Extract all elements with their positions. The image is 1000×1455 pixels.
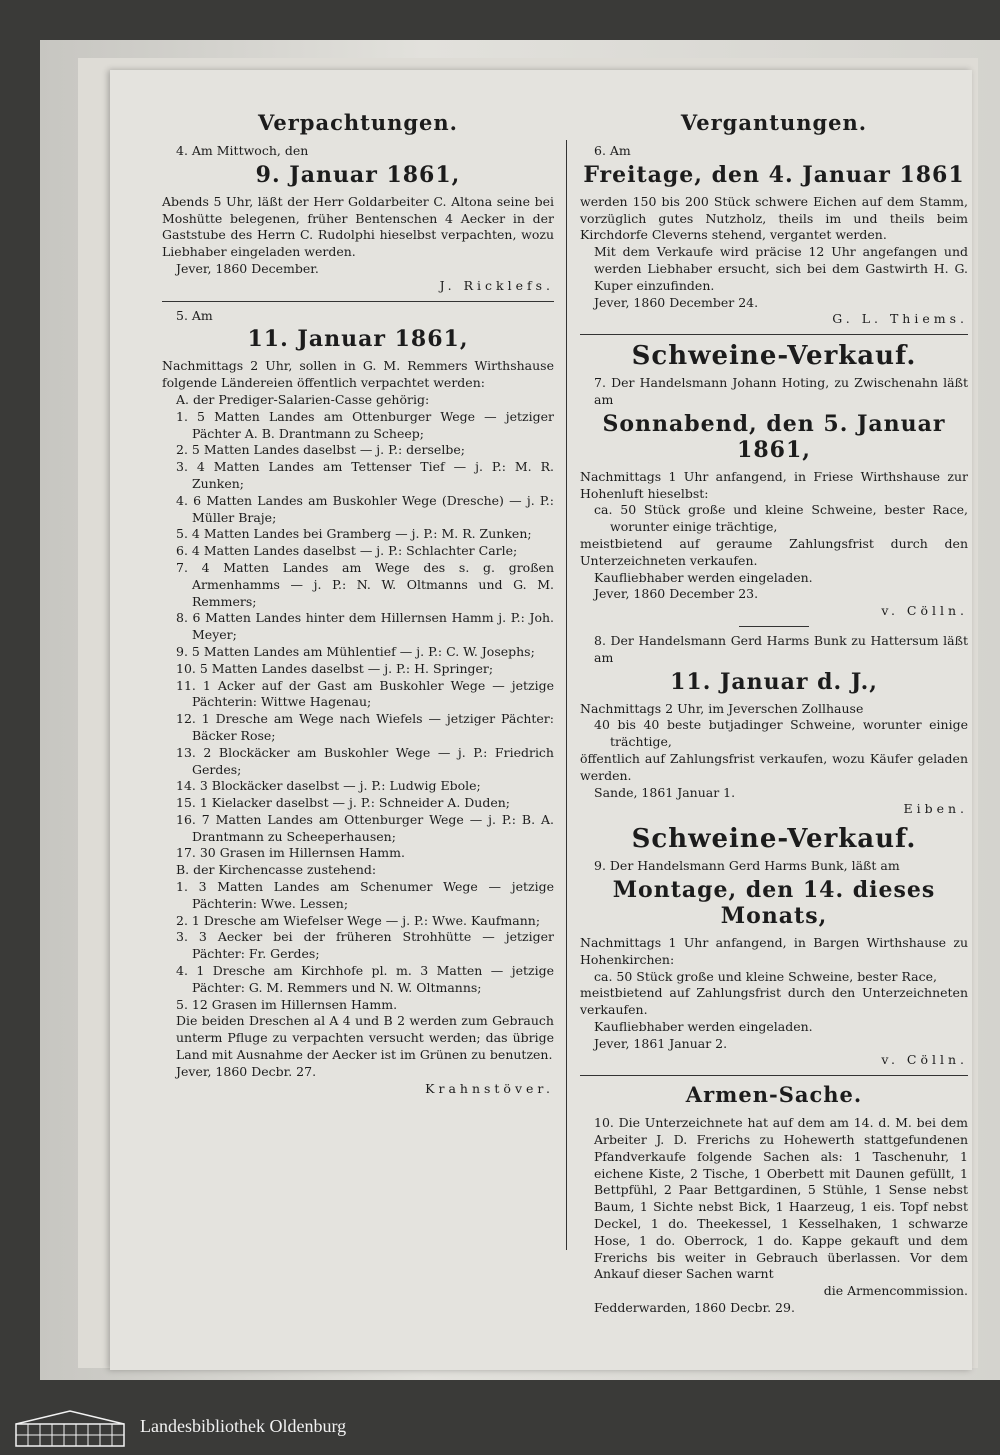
ad9-signature: v. Cölln. xyxy=(881,1052,968,1068)
ad5-item-a: 12. 1 Dresche am Wege nach Wiefels — jetziger Pächter: Bäcker Rose; xyxy=(176,711,554,743)
separator xyxy=(580,1075,968,1076)
ad7-intro: 7. Der Handelsmann Johann Hoting, zu Zwischenahn läßt am xyxy=(594,375,968,407)
ad5-item-a: 17. 30 Grasen im Hillernsen Hamm. xyxy=(176,845,405,861)
ad5-item-a: 2. 5 Matten Landes daselbst — j. P.: derselbe; xyxy=(176,442,465,458)
ad5-item-a: 8. 6 Matten Landes hinter dem Hillernsen Hamm j. P.: Joh. Meyer; xyxy=(176,610,554,643)
newspaper-page xyxy=(110,70,972,1370)
ad5-item-b: 1. 3 Matten Landes am Schenumer Wege — jetzige Pächterin: Wwe. Lessen; xyxy=(176,879,554,911)
ad5-body: Nachmittags 2 Uhr, sollen in G. M. Remmers Wirthshause folgende Ländereien öffentlich verpachtet werden: xyxy=(162,358,554,391)
ad5-item-b: 3. 3 Aecker bei der früheren Strohhütte — jetziger Pächter: Fr. Gerdes; xyxy=(176,929,554,962)
section-heading-vergantungen: Vergantungen. xyxy=(680,110,868,135)
ad7-date: Sonnabend, den 5. Januar 1861, xyxy=(602,410,946,463)
ad5-item-a: 15. 1 Kielacker daselbst — j. P.: Schneider A. Duden; xyxy=(176,795,511,811)
ad10-signature: die Armencommission. xyxy=(823,1283,968,1299)
separator xyxy=(580,334,968,335)
ad5-item-a: 11. 1 Acker auf der Gast am Buskohler Wege — jetzige Pächterin: Wittwe Hagenau; xyxy=(176,677,554,710)
ad6-signature: G. L. Thiems. xyxy=(832,311,968,327)
ad7-signature: v. Cölln. xyxy=(881,603,968,619)
ad9-date: Montage, den 14. dieses Monats, xyxy=(612,876,936,929)
ad5-date: 11. Januar 1861, xyxy=(247,326,469,353)
ad8-body: Nachmittags 2 Uhr, im Jeverschen Zollhause xyxy=(580,700,864,716)
ad5-item-a: 4. 6 Matten Landes am Buskohler Wege (Dresche) — j. P.: Müller Braje; xyxy=(176,492,554,525)
ad5-item-a: 7. 4 Matten Landes am Wege des s. g. großen Armenhamms — j. P.: N. W. Oltmanns und G. M. Remmers; xyxy=(176,559,554,609)
ad9-goods: ca. 50 Stück große und kleine Schweine, bester Race, xyxy=(594,968,937,984)
section-heading-verpachtungen: Verpachtungen. xyxy=(258,110,458,135)
ad6-body: werden 150 bis 200 Stück schwere Eichen auf dem Stamm, vorzüglich gutes Nutzholz, theils im und theils beim Kirchdorfe Cleverns stehend, vergantet werden. xyxy=(580,193,968,243)
ad4-body: Abends 5 Uhr, läßt der Herr Goldarbeiter C. Altona seine bei Moshütte belegenen, früher Bentenschen 4 Aecker in der Gaststube des Herrn C. Rudolphi hieselbst verpachten, wozu Liebhaber eingeladen werden. xyxy=(162,193,554,260)
ad5-group-b: B. der Kirchencasse zustehend: xyxy=(176,862,377,878)
separator xyxy=(739,626,809,627)
ad9-title: Schweine-Verkauf. xyxy=(631,824,917,855)
ad7-terms: meistbietend auf geraume Zahlungsfrist durch den Unterzeichneten verkaufen. xyxy=(580,535,968,568)
ad4-date: 9. Januar 1861, xyxy=(255,161,461,188)
left-column xyxy=(162,110,554,1097)
ad5-place: Jever, 1860 Decbr. 27. xyxy=(176,1063,317,1079)
ad4-intro: 4. Am Mittwoch, den xyxy=(176,143,309,158)
ad4-signature: J. Ricklefs. xyxy=(439,277,554,293)
library-name: Landesbibliothek Oldenburg xyxy=(140,1416,347,1436)
ad9-invite: Kaufliebhaber werden eingeladen. xyxy=(594,1018,813,1034)
ad6-body2: Mit dem Verkaufe wird präcise 12 Uhr angefangen und werden Liebhaber ersucht, sich bei dem Gastwirth H. G. Kuper einzufinden. xyxy=(594,244,968,293)
ad9-intro: 9. Der Handelsmann Gerd Harms Bunk, läßt am xyxy=(594,858,900,874)
right-column xyxy=(580,110,968,1317)
ad6-place: Jever, 1860 December 24. xyxy=(594,294,759,310)
ad8-signature: Eiben. xyxy=(903,801,968,817)
ad6-intro: 6. Am xyxy=(594,143,631,158)
ad8-goods: 40 bis 40 beste butjadinger Schweine, worunter einige trächtige, xyxy=(594,717,968,750)
ad5-item-a: 16. 7 Matten Landes am Ottenburger Wege — j. P.: B. A. Drantmann zu Scheeperhausen; xyxy=(176,811,554,844)
ad6-date: Freitage, den 4. Januar 1861 xyxy=(583,161,965,188)
ad4-place: Jever, 1860 December. xyxy=(176,260,319,276)
ad5-item-b: 4. 1 Dresche am Kirchhofe pl. m. 3 Matten — jetzige Pächter: G. M. Remmers und N. W. Oltmanns; xyxy=(176,963,554,995)
ad7-body: Nachmittags 1 Uhr anfangend, in Friese Wirthshause zur Hohenluft hieselbst: xyxy=(580,468,968,501)
ad5-item-a: 3. 4 Matten Landes am Tettenser Tief — j. P.: M. R. Zunken; xyxy=(176,459,554,491)
ad7-place: Jever, 1860 December 23. xyxy=(594,586,759,602)
ad5-item-a: 14. 3 Blockäcker daselbst — j. P.: Ludwig Ebole; xyxy=(176,778,481,794)
ad5-item-b: 5. 12 Grasen im Hillernsen Hamm. xyxy=(176,996,398,1012)
separator xyxy=(162,301,554,302)
section-heading-armen-sache: Armen-Sache. xyxy=(685,1082,863,1108)
ad9-terms: meistbietend auf Zahlungsfrist durch den Unterzeichneten verkaufen. xyxy=(580,985,968,1018)
ad5-signature: Krahnstöver. xyxy=(425,1080,554,1096)
ad5-intro: 5. Am xyxy=(176,307,213,323)
ad5-item-a: 9. 5 Matten Landes am Mühlentief — j. P.: C. W. Josephs; xyxy=(176,643,535,659)
ad10-place: Fedderwarden, 1860 Decbr. 29. xyxy=(594,1300,795,1316)
ad5-item-a: 10. 5 Matten Landes daselbst — j. P.: H. Springer; xyxy=(176,660,494,676)
ad8-terms: öffentlich auf Zahlungsfrist verkaufen, wozu Käufer geladen werden. xyxy=(580,750,968,783)
ad5-item-a: 13. 2 Blockäcker am Buskohler Wege — j. P.: Friedrich Gerdes; xyxy=(176,744,554,777)
library-building-icon xyxy=(14,1408,126,1448)
ad8-date: 11. Januar d. J., xyxy=(670,668,878,695)
ad5-note: Die beiden Dreschen al A 4 und B 2 werden zum Gebrauch unterm Pfluge zu verpachten versucht werden; das übrige Land mit Ausnahme der Aecker ist im Grünen zu benutzen. xyxy=(176,1013,554,1063)
ad5-item-a: 5. 4 Matten Landes bei Gramberg — j. P.: M. R. Zunken; xyxy=(176,526,532,542)
ad7-title: Schweine-Verkauf. xyxy=(631,341,917,372)
ad9-body: Nachmittags 1 Uhr anfangend, in Bargen Wirthshause zu Hohenkirchen: xyxy=(580,934,968,967)
ad8-intro: 8. Der Handelsmann Gerd Harms Bunk zu Hattersum läßt am xyxy=(594,632,968,665)
ad5-group-a: A. der Prediger-Salarien-Casse gehörig: xyxy=(176,391,430,407)
library-footer xyxy=(0,1400,1000,1455)
ad5-item-a: 6. 4 Matten Landes daselbst — j. P.: Schlachter Carle; xyxy=(176,543,518,559)
ad10-body: 10. Die Unterzeichnete hat auf dem am 14. d. M. bei dem Arbeiter J. D. Frerichs zu Hohewerth stattgefundenen Pfandverkaufe folgende Sachen als: 1 Taschenuhr, 1 eichene Kiste, 2 Tische, 1 Oberbett mit Daunen gefüllt, 1 Bettpfühl, 2 Paar Bettgardinen, 5 Stühle, 1 Sense nebst Baum, 1 Sichte nebst Bick, 1 Haarzeug, 1 eis. Topf nebst Deckel, 1 do. Theekessel, 1 Kesselhaken, 1 schwarze Hose, 1 do. Oberrock, 1 do. Kappe gekauft und dem Frerichs bis weiter in Gebrauch überlassen. Vor dem Ankauf dieser Sachen warnt xyxy=(594,1115,968,1282)
ad5-item-a: 1. 5 Matten Landes am Ottenburger Wege — jetziger Pächter A. B. Drantmann zu Scheep; xyxy=(176,408,554,441)
ad8-place: Sande, 1861 Januar 1. xyxy=(594,784,736,800)
ad7-goods: ca. 50 Stück große und kleine Schweine, bester Race, worunter einige trächtige, xyxy=(594,502,968,535)
ad7-invite: Kaufliebhaber werden eingeladen. xyxy=(594,569,813,585)
ad9-place: Jever, 1861 Januar 2. xyxy=(594,1035,728,1051)
ad5-item-b: 2. 1 Dresche am Wiefelser Wege — j. P.: Wwe. Kaufmann; xyxy=(176,912,541,928)
column-divider xyxy=(566,140,567,1250)
